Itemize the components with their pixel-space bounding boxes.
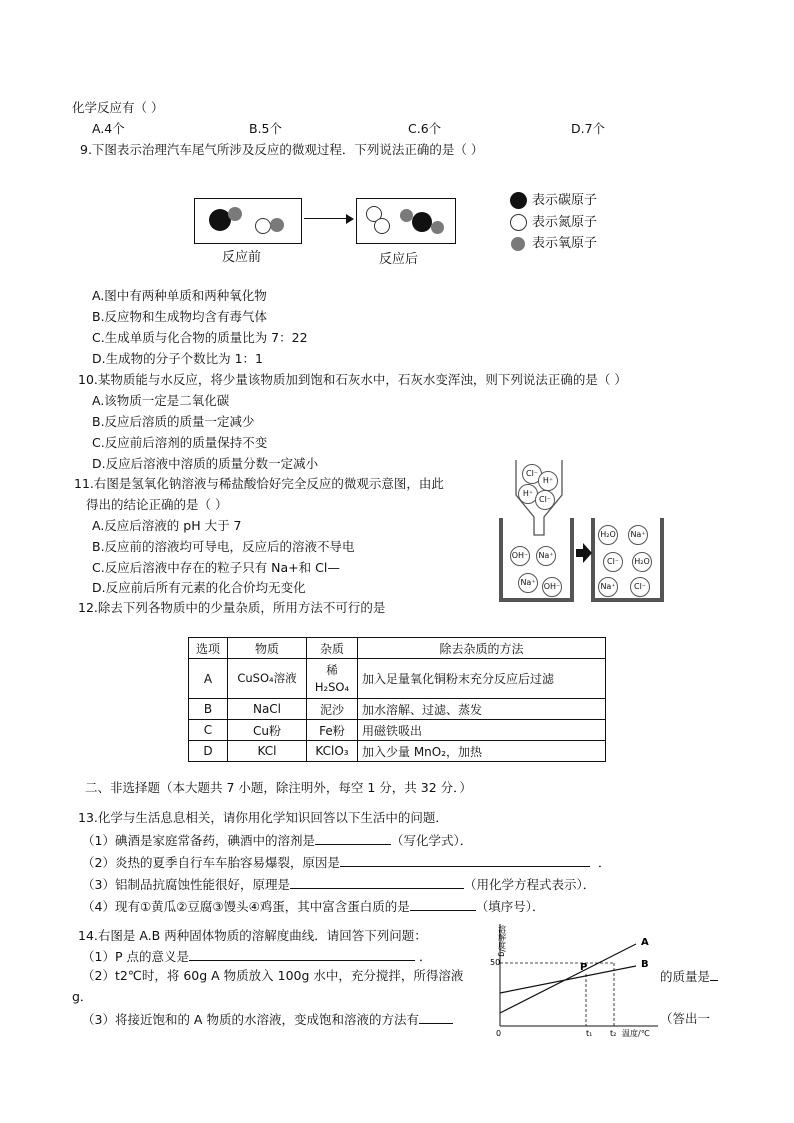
q12-table <box>188 637 606 762</box>
tick-50: 50 <box>490 958 501 967</box>
ion-na: Na⁺ <box>518 573 538 593</box>
q13-4-text-end: （填序号）． <box>475 899 545 914</box>
q10-stem: 10.某物质能与水反应，将少量该物质加到饱和石灰水中，石灰水变浑浊，则下列说法正确的是（ ） <box>78 372 627 387</box>
answer-blank[interactable] <box>410 898 476 911</box>
ion-oh: OH⁻ <box>542 577 562 597</box>
section-2-heading: 二、非选择题（本大题共 7 小题，除注明外，每空 1 分，共 32 分．） <box>85 780 472 795</box>
legend-nitrogen-label: 表示氮原子 <box>532 215 598 230</box>
table-row <box>189 741 606 762</box>
table-header: 杂质 <box>307 638 358 659</box>
ion-na: Na⁺ <box>628 525 648 545</box>
q10-option-b: B.反应后溶质的质量一定减少 <box>92 414 255 429</box>
ion-na: Na⁺ <box>598 577 618 597</box>
table-cell: NaCl <box>228 699 307 720</box>
q14-1-text: （1）P 点的意义是 <box>82 949 189 964</box>
legend-carbon-label: 表示碳原子 <box>532 193 598 208</box>
q13-3-text: （3）铝制品抗腐蚀性能很好，原理是 <box>82 877 290 892</box>
curve-b <box>500 966 636 993</box>
legend-carbon-icon <box>510 192 527 209</box>
q13-2-text: （2）炎热的夏季自行车车胎容易爆裂，原因是 <box>82 855 340 870</box>
table-header: 物质 <box>228 638 307 659</box>
q13-line-4 <box>82 898 545 915</box>
curve-a <box>500 944 636 1013</box>
q8-option-a: A.4个 <box>92 121 125 136</box>
q8-continuation: 化学反应有（ ） <box>72 100 164 115</box>
q9-before-box <box>194 198 302 244</box>
answer-blank[interactable] <box>290 876 464 889</box>
carbon-atom <box>412 212 432 232</box>
q12-stem: 12.除去下列各物质中的少量杂质，所用方法不可行的是 <box>78 600 386 615</box>
table-cell: KClO₃ <box>307 741 358 762</box>
curve-a-label: A <box>641 937 649 948</box>
q10-option-d: D.反应后溶液中溶质的质量分数一定减小 <box>92 456 319 471</box>
q9-option-c: C.生成单质与化合物的质量比为 7：22 <box>92 330 308 345</box>
q13-1-text: （1）碘酒是家庭常备药，碘酒中的溶剂是 <box>82 833 315 848</box>
molecule-h2o: H₂O <box>598 525 618 545</box>
table-cell: A <box>189 659 228 699</box>
nitrogen-atom <box>255 218 271 234</box>
table-cell: 用磁铁吸出 <box>358 720 606 741</box>
tick-t1: t₁ <box>586 1029 593 1038</box>
legend-oxygen-label: 表示氧原子 <box>532 236 598 251</box>
q14-line-2: （2）t2℃时，将 60g A 物质放入 100g 水中，充分搅拌，所得溶液 <box>82 968 464 983</box>
q11-option-a: A.反应后溶液的 pH 大于 7 <box>92 518 242 533</box>
oxygen-atom <box>270 218 284 232</box>
molecule-h2o: H₂O <box>632 552 652 572</box>
answer-blank[interactable] <box>419 1011 453 1024</box>
q8-option-d: D.7个 <box>571 121 606 136</box>
table-row <box>189 699 606 720</box>
table-cell: CuSO₄溶液 <box>228 659 307 699</box>
q11-option-c: C.反应后溶液中存在的粒子只有 Na+和 Cl— <box>92 560 340 575</box>
q14-line-3 <box>82 1011 453 1028</box>
arrow-head-icon <box>346 214 354 224</box>
q14-1-text-end: ． <box>418 949 432 964</box>
q13-1-text-end: （写化学式）． <box>390 833 473 848</box>
table-cell: 加入少量 MnO₂，加热 <box>358 741 606 762</box>
q8-option-c: C.6个 <box>408 121 442 136</box>
q11-option-b: B.反应前的溶液均可导电，反应后的溶液不导电 <box>92 539 355 554</box>
answer-blank[interactable] <box>710 968 718 981</box>
q13-2-text-end: ． <box>597 855 611 870</box>
ion-cl: Cl⁻ <box>535 490 555 510</box>
table-cell: 加水溶解、过滤、蒸发 <box>358 699 606 720</box>
q14-line-2-end <box>660 968 718 985</box>
q14-3-text: （3）将接近饱和的 A 物质的水溶液，变成饱和溶液的方法有 <box>82 1012 419 1027</box>
reaction-arrow <box>304 218 348 219</box>
q13-line-2 <box>82 854 610 871</box>
arrow-icon <box>576 543 592 563</box>
table-cell: C <box>189 720 228 741</box>
q9-stem: 9.下图表示治理汽车尾气所涉及反应的微观过程．下列说法正确的是（ ） <box>80 142 484 157</box>
table-cell: D <box>189 741 228 762</box>
q10-option-a: A.该物质一定是二氧化碳 <box>92 393 230 408</box>
label-before: 反应前 <box>222 250 262 265</box>
q13-4-text: （4）现有①黄瓜②豆腐③馒头④鸡蛋，其中富含蛋白质的是 <box>82 899 410 914</box>
q13-line-3 <box>82 876 595 893</box>
q13-stem: 13.化学与生活息息相关，请你用化学知识回答以下生活中的问题． <box>78 810 448 825</box>
q13-line-1 <box>82 832 472 849</box>
q10-option-c: C.反应前后溶剂的质量保持不变 <box>92 435 268 450</box>
ion-h: H⁺ <box>538 471 558 491</box>
table-cell: 泥沙 <box>307 699 358 720</box>
table-row <box>189 720 606 741</box>
ion-cl: Cl⁻ <box>522 464 542 484</box>
ion-oh: OH⁻ <box>510 546 530 566</box>
table-cell: B <box>189 699 228 720</box>
solubility-graph <box>486 918 662 1042</box>
y-axis-label: 溶解度/g <box>497 925 507 957</box>
q13-3-text-end: （用化学方程式表示）． <box>463 877 596 892</box>
table-cell: Cu粉 <box>228 720 307 741</box>
point-p-label: P <box>580 962 588 973</box>
legend-oxygen-icon <box>511 237 525 251</box>
ion-cl: Cl⁻ <box>630 577 650 597</box>
q14-line-2-unit: g． <box>72 989 93 1004</box>
q9-after-box <box>356 198 456 244</box>
table-cell: 加入足量氧化铜粉末充分反应后过滤 <box>358 659 606 699</box>
legend-nitrogen-icon <box>510 214 527 231</box>
q8-option-b: B.5个 <box>249 121 283 136</box>
answer-blank[interactable] <box>189 948 415 961</box>
table-cell: KCl <box>228 741 307 762</box>
origin-label: 0 <box>496 1029 502 1038</box>
answer-blank[interactable] <box>315 832 391 845</box>
q11-option-d: D.反应前后所有元素的化合价均无变化 <box>92 580 306 595</box>
q9-option-d: D.生成物的分子个数比为 1：1 <box>92 351 263 366</box>
oxygen-atom <box>431 221 444 234</box>
q11-stem-line2: 得出的结论正确的是（ ） <box>86 497 228 512</box>
table-row <box>189 659 606 699</box>
nitrogen-atom <box>374 218 390 234</box>
ion-cl: Cl⁻ <box>603 552 623 572</box>
label-after: 反应后 <box>379 252 419 267</box>
answer-blank[interactable] <box>340 854 590 867</box>
q11-stem-line1: 11.右图是氢氧化钠溶液与稀盐酸恰好完全反应的微观示意图，由此 <box>74 476 444 491</box>
q14-stem: 14.右图是 A.B 两种固体物质的溶解度曲线．请回答下列问题： <box>78 928 427 943</box>
x-axis-label: 温度/℃ <box>622 1029 650 1038</box>
q9-option-a: A.图中有两种单质和两种氧化物 <box>92 288 267 303</box>
curve-b-label: B <box>641 959 649 970</box>
q14-line-1 <box>82 948 431 965</box>
oxygen-atom <box>228 207 242 221</box>
table-cell: 稀H₂SO₄ <box>307 659 358 699</box>
q14-line-3-end: （答出一 <box>660 1011 711 1026</box>
table-cell: Fe粉 <box>307 720 358 741</box>
ion-na: Na⁺ <box>536 546 556 566</box>
table-header-row <box>189 638 606 659</box>
q14-2-text-end: 的质量是 <box>660 969 711 984</box>
table-header: 除去杂质的方法 <box>358 638 606 659</box>
table-header: 选项 <box>189 638 228 659</box>
ion-h: H⁺ <box>518 484 538 504</box>
tick-t2: t₂ <box>610 1029 617 1038</box>
q9-option-b: B.反应物和生成物均含有毒气体 <box>92 309 268 324</box>
